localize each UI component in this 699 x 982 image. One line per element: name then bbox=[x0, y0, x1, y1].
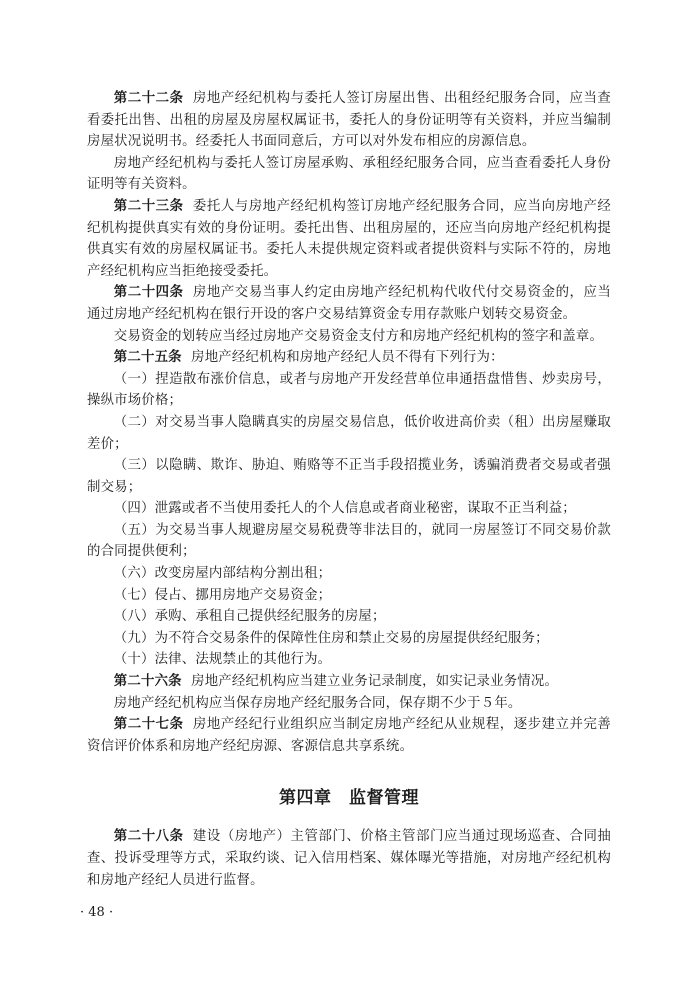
paragraph-text: （四）泄露或者不当使用委托人的个人信息或者商业秘密，谋取不正当利益； bbox=[113, 501, 576, 517]
paragraph-text: 建设（房地产）主管部门、价格主管部门应当通过现场巡查、合同抽查、投诉受理等方式，采取约谈、记入信用档案、媒体曝光等措施，对房地产经纪机构和房地产经纪人员进行监督。 bbox=[87, 829, 612, 888]
article-number: 第二十六条 bbox=[113, 674, 182, 690]
paragraph bbox=[87, 693, 611, 715]
paragraph bbox=[87, 563, 611, 585]
article-number: 第二十七条 bbox=[113, 717, 184, 733]
page-number: · 48 · bbox=[80, 905, 114, 920]
article-paragraph bbox=[87, 671, 611, 693]
article-number: 第二十八条 bbox=[113, 829, 184, 845]
paragraph bbox=[87, 649, 611, 671]
article-number: 第二十四条 bbox=[113, 285, 184, 301]
paragraph-text: （五）为交易当事人规避房屋交易税费等非法目的，就同一房屋签订不同交易价款的合同提供便利； bbox=[87, 522, 611, 560]
paragraph-text: （六）改变房屋内部结构分割出租； bbox=[113, 566, 332, 582]
paragraph bbox=[87, 498, 611, 520]
chapter-heading: 第四章 监督管理 bbox=[279, 788, 419, 809]
paragraph-text: （十）法律、法规禁止的其他行为。 bbox=[113, 652, 332, 668]
paragraph bbox=[87, 369, 611, 412]
paragraph-text: （八）承购、承租自己提供经纪服务的房屋； bbox=[113, 609, 386, 625]
paragraph bbox=[87, 628, 611, 650]
article-paragraph bbox=[87, 714, 611, 757]
paragraph-text: 房地产经纪机构与委托人签订房屋出售、出租经纪服务合同，应当查看委托出售、出租的房屋及房屋权属证书，委托人的身份证明等有关资料，并应当编制房屋状况说明书。经委托人书面同意后，方可以对外发布相应的房源信息。 bbox=[87, 91, 612, 150]
article-paragraph bbox=[87, 826, 611, 891]
paragraph-text: 房地产经纪机构和房地产经纪人员不得有下列行为： bbox=[191, 350, 504, 366]
paragraph bbox=[87, 585, 611, 607]
section-chapter3-articles bbox=[87, 88, 611, 757]
article-paragraph bbox=[87, 196, 611, 282]
paragraph bbox=[87, 606, 611, 628]
paragraph-text: （三）以隐瞒、欺诈、胁迫、贿赂等不正当手段招揽业务，诱骗消费者交易或者强制交易； bbox=[87, 458, 611, 495]
paragraph-text: 房地产交易当事人约定由房地产经纪机构代收代付交易资金的，应当通过房地产经纪机构在银行开设的客户交易结算资金专用存款账户划转交易资金。 bbox=[87, 285, 612, 322]
paragraph-text: 房地产经纪机构应当建立业务记录制度，如实记录业务情况。 bbox=[191, 674, 559, 690]
paragraph-text: 交易资金的划转应当经过房地产交易资金支付方和房地产经纪机构的签字和盖章。 bbox=[113, 328, 604, 344]
article-paragraph bbox=[87, 282, 611, 325]
paragraph-text: （二）对交易当事人隐瞒真实的房屋交易信息，低价收进高价卖（租）出房屋赚取差价； bbox=[87, 414, 611, 452]
paragraph bbox=[87, 412, 611, 455]
paragraph-text: （一）捏造散布涨价信息，或者与房地产开发经营单位串通捂盘惜售、炒卖房号，操纵市场价格； bbox=[87, 371, 611, 409]
article-number: 第二十二条 bbox=[113, 91, 184, 106]
paragraph-text: （七）侵占、挪用房地产交易资金； bbox=[113, 587, 332, 603]
paragraph bbox=[87, 455, 611, 498]
document-body bbox=[87, 88, 611, 891]
paragraph bbox=[87, 520, 611, 563]
paragraph-text: 房地产经纪机构与委托人签订房屋承购、承租经纪服务合同，应当查看委托人身份证明等有关资料。 bbox=[87, 155, 611, 193]
paragraph-text: 房地产经纪机构应当保存房地产经纪服务合同，保存期不少于５年。 bbox=[113, 695, 522, 711]
article-number: 第二十三条 bbox=[113, 198, 184, 214]
paragraph-text: （九）为不符合交易条件的保障性住房和禁止交易的房屋提供经纪服务； bbox=[113, 630, 549, 646]
section-chapter4-articles bbox=[87, 826, 611, 891]
article-paragraph bbox=[87, 347, 611, 369]
paragraph-text: 房地产经纪行业组织应当制定房地产经纪从业规程，逐步建立并完善资信评价体系和房地产经纪房源、客源信息共享系统。 bbox=[87, 717, 612, 754]
paragraph bbox=[87, 326, 611, 348]
paragraph bbox=[87, 153, 611, 196]
article-paragraph bbox=[87, 88, 611, 153]
paragraph-text: 委托人与房地产经纪机构签订房地产经纪服务合同，应当向房地产经纪机构提供真实有效的身份证明。委托出售、出租房屋的，还应当向房地产经纪机构提供真实有效的房屋权属证书。委托人未提供规定资料或者提供资料与实际不符的，房地产经纪机构应当拒绝接受委托。 bbox=[87, 198, 612, 279]
article-number: 第二十五条 bbox=[113, 350, 182, 366]
